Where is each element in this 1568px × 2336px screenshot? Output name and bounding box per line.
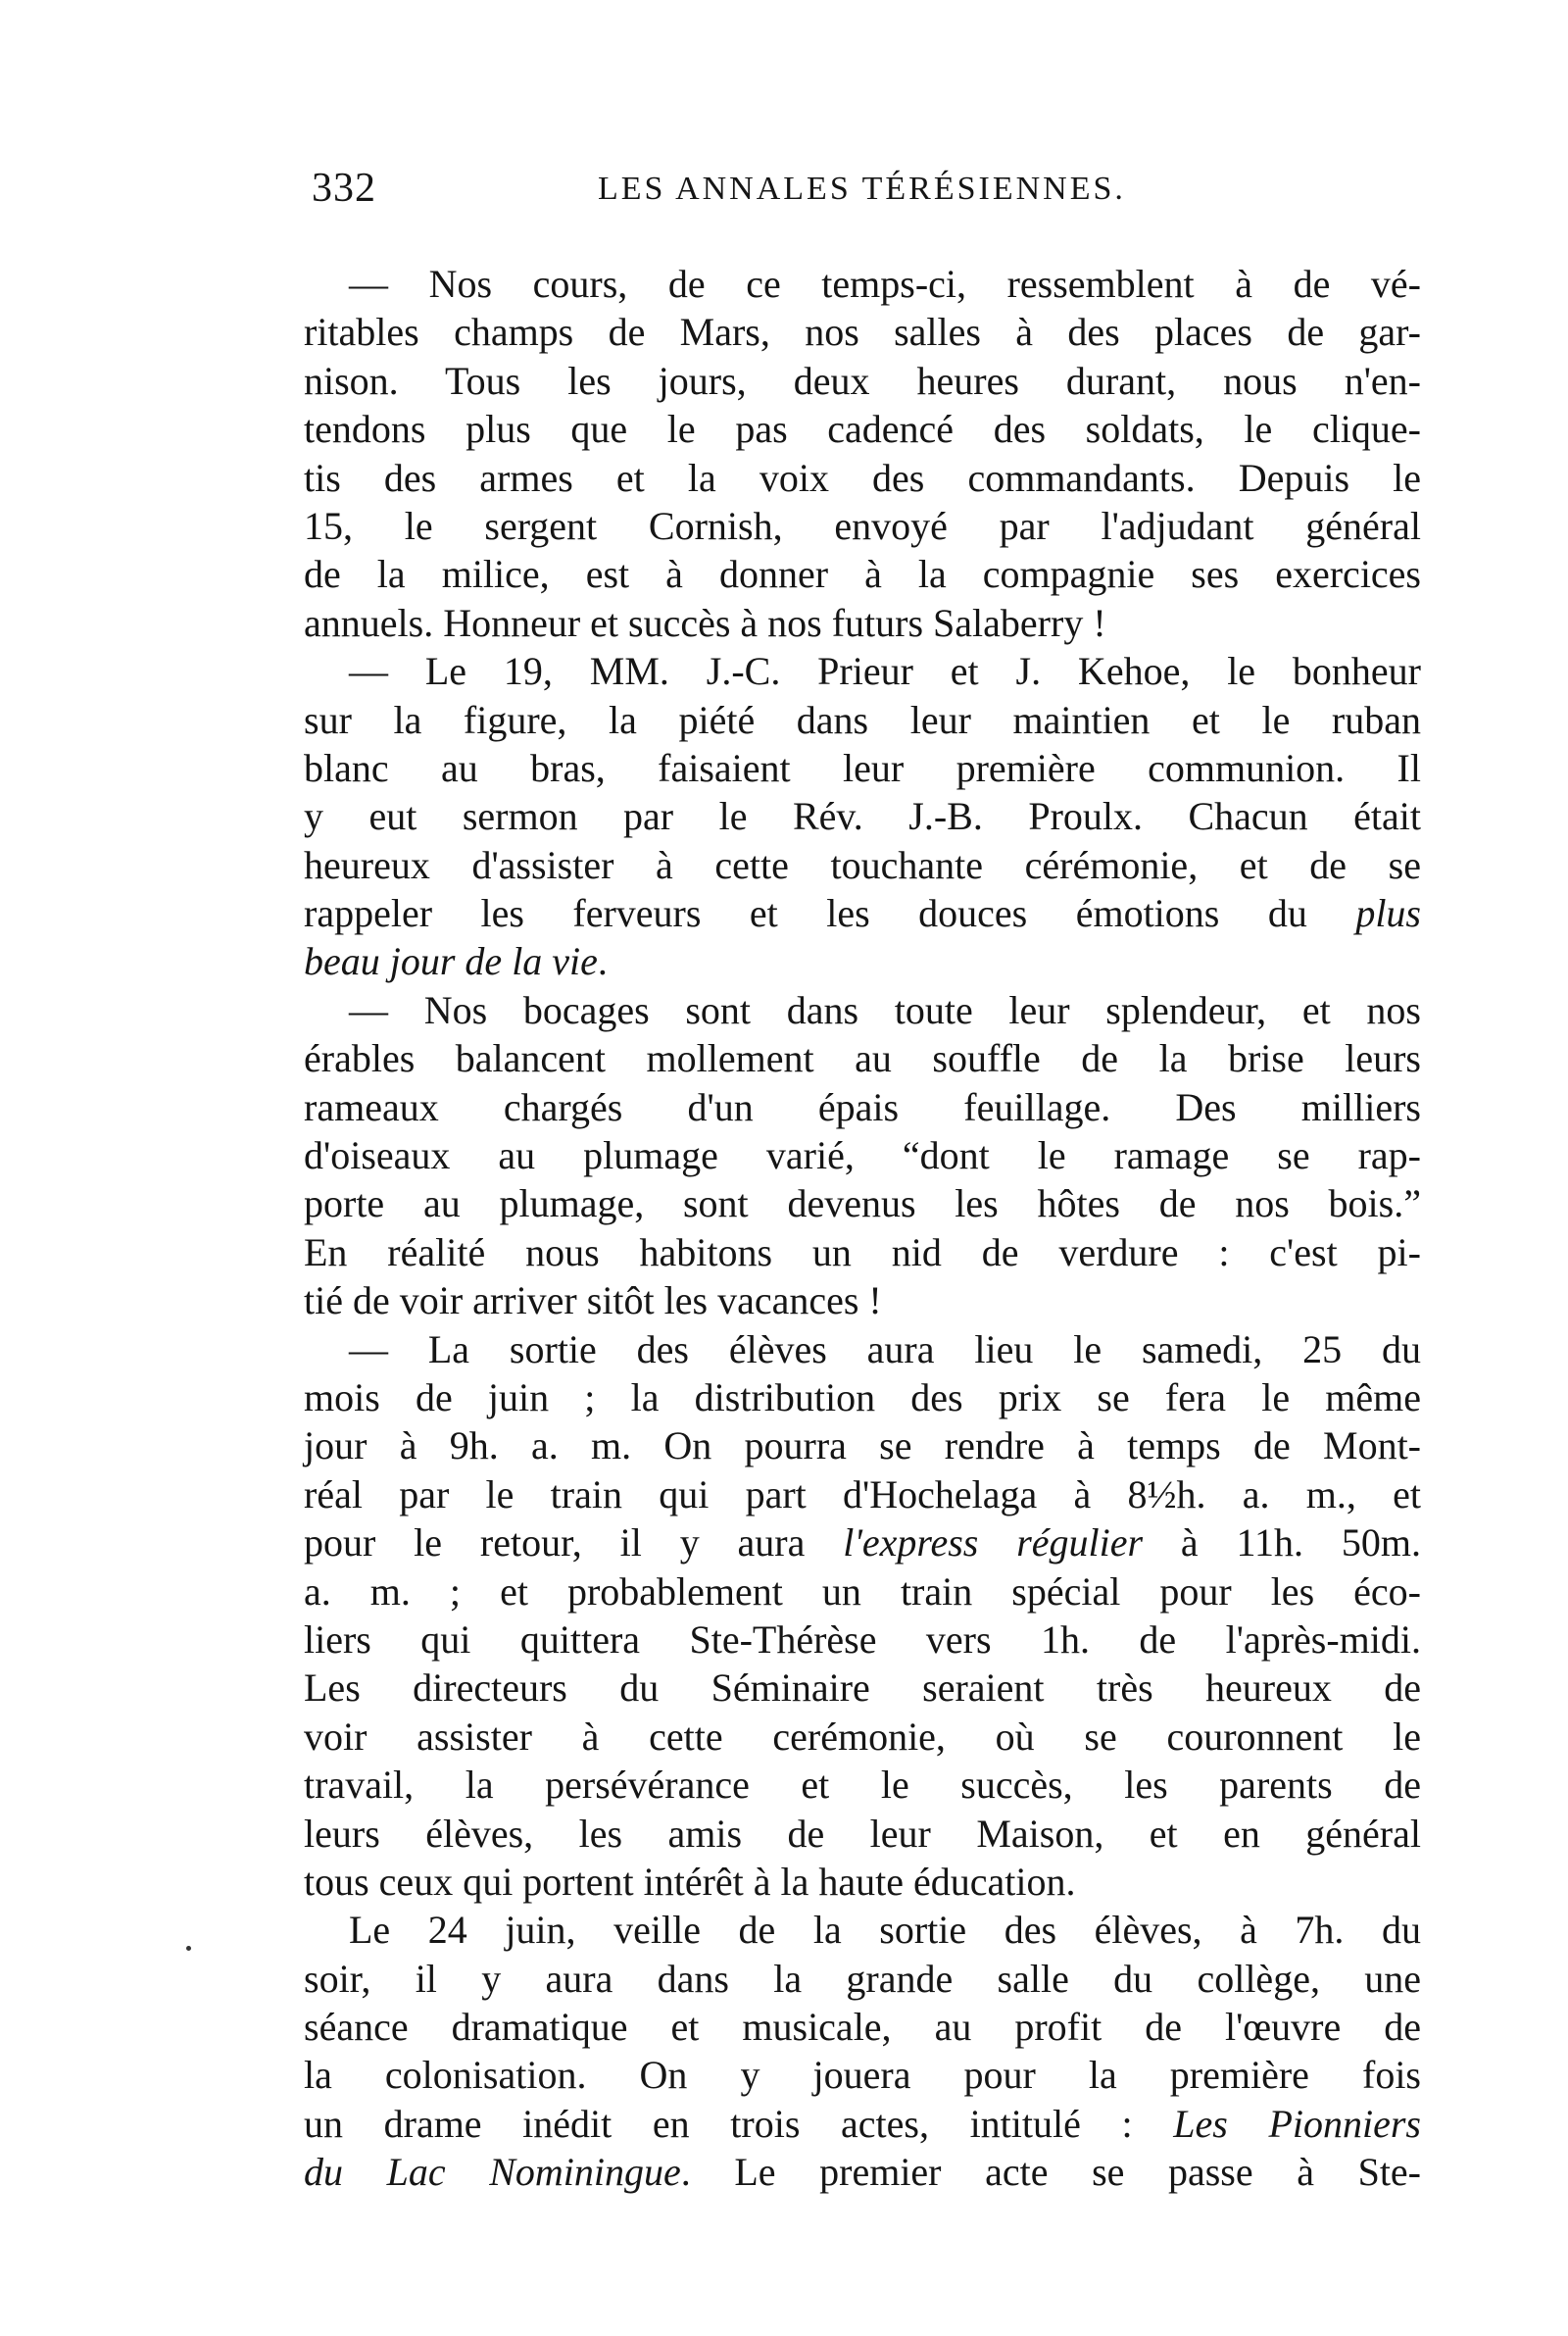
text-line: tié de voir arriver sitôt les vacances ! (304, 1278, 882, 1323)
text-line: — Nos cours, de ce temps-ci, ressemblent à de vé- (349, 262, 1421, 306)
text-line: ritables champs de Mars, nos salles à des places de gar- (304, 310, 1421, 355)
text-line: séance dramatique et musicale, au profit de l'œuvre de (304, 2005, 1421, 2050)
text-line: beau jour de la vie. (304, 939, 608, 984)
text-line: soir, il y aura dans la grande salle du collège, une (304, 1956, 1421, 2001)
margin-speck (186, 1946, 191, 1951)
italic-phrase: Les Pionniers (1173, 2101, 1421, 2146)
text-line: jour à 9h. a. m. On pourra se rendre à temps de Mont- (304, 1423, 1421, 1468)
text-line: du Lac Nominingue. Le premier acte se passe à Ste- (304, 2150, 1422, 2195)
text-line: Les directeurs du Séminaire seraient très heureux de (304, 1665, 1421, 1711)
text-line: mois de juin ; la distribution des prix se fera le même (304, 1374, 1421, 1419)
italic-phrase: beau jour de la vie (304, 939, 598, 984)
page-number: 332 (312, 166, 376, 211)
text-line: tous ceux qui portent intérêt à la haute éducation. (304, 1859, 1076, 1904)
text-line: un drame inédit en trois actes, intitulé : Les Pionniers (304, 2101, 1421, 2146)
text-line: tendons plus que le pas cadencé des soldats, le clique- (304, 407, 1421, 452)
text-line: porte au plumage, sont devenus les hôtes de nos bois.” (304, 1181, 1421, 1226)
text-line: liers qui quittera Ste-Thérèse vers 1h. de l'après-midi. (304, 1616, 1421, 1662)
text-line: rameaux chargés d'un épais feuillage. Des milliers (304, 1084, 1421, 1129)
italic-phrase: du Lac Nominingue (304, 2150, 681, 2195)
text-line: voir assister à cette cerémonie, où se couronnent le (304, 1714, 1421, 1759)
text-line: 15, le sergent Cornish, envoyé par l'adjudant général (304, 503, 1421, 548)
text-line: — Le 19, MM. J.-C. Prieur et J. Kehoe, le bonheur (349, 649, 1421, 694)
text-line: érables balancent mollement au souffle de la brise leurs (304, 1036, 1421, 1081)
text-line: leurs élèves, les amis de leur Maison, et en général (304, 1811, 1421, 1856)
text-line: Le 24 juin, veille de la sortie des élèves, à 7h. du (349, 1908, 1421, 1953)
text-line: y eut sermon par le Rév. J.-B. Proulx. Chacun était (304, 794, 1421, 839)
italic-phrase: plus (1355, 891, 1421, 936)
text-line: nison. Tous les jours, deux heures durant, nous n'en- (304, 358, 1421, 403)
text-line: heureux d'assister à cette touchante cérémonie, et de se (304, 842, 1421, 887)
text-line: — La sortie des élèves aura lieu le samedi, 25 du (349, 1326, 1421, 1371)
text-line: d'oiseaux au plumage varié, “dont le ramage se rap- (304, 1133, 1421, 1178)
text-line: de la milice, est à donner à la compagnie ses exercices (304, 552, 1421, 597)
text-line: En réalité nous habitons un nid de verdure : c'est pi- (304, 1229, 1421, 1274)
text-line: tis des armes et la voix des commandants. Depuis le (304, 455, 1421, 500)
text-line: rappeler les ferveurs et les douces émotions du plus (304, 891, 1421, 936)
text-line: pour le retour, il y aura l'express régulier à 11h. 50m. (304, 1520, 1421, 1566)
text-line: a. m. ; et probablement un train spécial pour les éco- (304, 1568, 1421, 1614)
text-line: travail, la persévérance et le succès, les parents de (304, 1763, 1421, 1808)
text-line: sur la figure, la piété dans leur maintien et le ruban (304, 697, 1421, 742)
body-text (304, 260, 1421, 2197)
text-line: la colonisation. On y jouera pour la première fois (304, 2053, 1421, 2098)
text-line: blanc au bras, faisaient leur première communion. Il (304, 745, 1421, 790)
text-line: annuels. Honneur et succès à nos futurs Salaberry ! (304, 600, 1106, 645)
running-title: LES ANNALES TÉRÉSIENNES. (598, 171, 1126, 207)
page-header (312, 165, 1419, 224)
text-line: réal par le train qui part d'Hochelaga à 8½h. a. m., et (304, 1471, 1421, 1516)
text-line: — Nos bocages sont dans toute leur splendeur, et nos (349, 987, 1421, 1032)
italic-phrase: l'express régulier (843, 1520, 1144, 1566)
